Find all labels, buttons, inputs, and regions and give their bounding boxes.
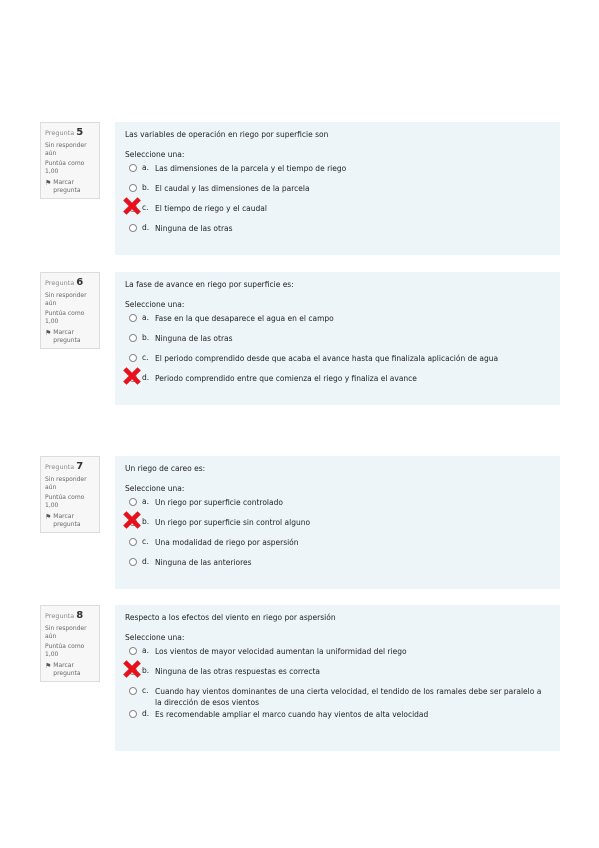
- cross-mark-icon: [121, 195, 143, 217]
- option-text: El tiempo de riego y el caudal: [155, 204, 267, 213]
- radio-button[interactable]: [129, 314, 137, 322]
- cross-mark-icon: [121, 365, 143, 387]
- question-label: Pregunta: [45, 463, 75, 471]
- option-b[interactable]: [129, 666, 550, 686]
- question-grade: Puntúa como 1,00: [45, 159, 85, 175]
- option-a[interactable]: [129, 313, 550, 333]
- flag-icon: ⚑: [45, 328, 52, 337]
- option-letter: c.: [142, 686, 149, 695]
- option-d[interactable]: [129, 557, 550, 577]
- radio-button[interactable]: [129, 164, 137, 172]
- option-letter: b.: [142, 183, 150, 192]
- option-text: El periodo comprendido desde que acaba el avance hasta que finalizala aplicación de agua: [155, 354, 499, 363]
- option-text: Un riego por superficie sin control alguno: [155, 518, 311, 527]
- option-letter: c.: [142, 203, 149, 212]
- radio-button[interactable]: [129, 558, 137, 566]
- question-number: 6: [76, 277, 84, 288]
- option-letter: d.: [142, 708, 150, 718]
- option-letter: b.: [142, 517, 150, 526]
- option-letter: c.: [142, 353, 149, 362]
- option-text: Ninguna de las otras respuestas es correcta: [155, 667, 320, 676]
- option-letter: a.: [142, 646, 149, 655]
- question-info: [40, 122, 100, 199]
- question-label: Pregunta: [45, 129, 75, 137]
- option-a[interactable]: [129, 646, 550, 666]
- option-b[interactable]: [129, 183, 550, 203]
- option-d[interactable]: [129, 709, 550, 729]
- option-letter: d.: [142, 373, 150, 382]
- answer-options: [125, 497, 550, 577]
- option-letter: a.: [142, 497, 149, 506]
- option-c[interactable]: [129, 353, 550, 373]
- option-letter: a.: [142, 313, 149, 322]
- option-letter: d.: [142, 223, 150, 232]
- option-a[interactable]: [129, 163, 550, 183]
- question-text: Las variables de operación en riego por superficie son: [125, 130, 329, 139]
- answer-options: [125, 163, 550, 243]
- flag-question-link[interactable]: [45, 179, 95, 195]
- question-text: La fase de avance en riego por superficie es:: [125, 280, 294, 289]
- question-content: [115, 122, 560, 255]
- option-b[interactable]: [129, 333, 550, 353]
- radio-button[interactable]: [129, 710, 137, 718]
- option-text: Ninguna de las otras: [155, 224, 233, 233]
- question-state: Sin responder aún: [45, 624, 87, 640]
- radio-button[interactable]: [129, 354, 137, 362]
- question-number: 5: [76, 127, 84, 138]
- option-text: Los vientos de mayor velocidad aumentan la uniformidad del riego: [155, 647, 407, 656]
- flag-label: Marcar pregunta: [53, 661, 81, 677]
- radio-button[interactable]: [129, 538, 137, 546]
- flag-label: Marcar pregunta: [53, 178, 81, 194]
- question-info: [40, 605, 100, 682]
- question-grade: Puntúa como 1,00: [45, 309, 85, 325]
- flag-label: Marcar pregunta: [53, 512, 81, 528]
- question-number: 8: [76, 610, 84, 621]
- flag-question-link[interactable]: [45, 513, 95, 529]
- question-number: 7: [76, 461, 84, 472]
- flag-question-link[interactable]: [45, 662, 95, 678]
- option-letter: a.: [142, 163, 149, 172]
- option-text: Un riego por superficie controlado: [155, 498, 283, 507]
- option-b[interactable]: [129, 517, 550, 537]
- flag-question-link[interactable]: [45, 329, 95, 345]
- radio-button[interactable]: [129, 224, 137, 232]
- question-content: [115, 456, 560, 589]
- question-state: Sin responder aún: [45, 475, 87, 491]
- option-a[interactable]: [129, 497, 550, 517]
- flag-label: Marcar pregunta: [53, 328, 81, 344]
- radio-button[interactable]: [129, 647, 137, 655]
- option-letter: c.: [142, 537, 149, 546]
- flag-icon: ⚑: [45, 512, 52, 521]
- cross-mark-icon: [121, 658, 143, 680]
- cross-mark-icon: [121, 509, 143, 531]
- option-c[interactable]: [129, 537, 550, 557]
- option-text: Fase en la que desaparece el agua en el campo: [155, 314, 334, 323]
- flag-icon: ⚑: [45, 178, 52, 187]
- question-grade: Puntúa como 1,00: [45, 493, 85, 509]
- option-d[interactable]: [129, 373, 550, 393]
- question-grade: Puntúa como 1,00: [45, 642, 85, 658]
- question-state: Sin responder aún: [45, 291, 87, 307]
- option-text: El caudal y las dimensiones de la parcela: [155, 184, 310, 193]
- option-text: Ninguna de las anteriores: [155, 558, 252, 567]
- option-text: Periodo comprendido entre que comienza el riego y finaliza el avance: [155, 374, 417, 383]
- question-state: Sin responder aún: [45, 141, 87, 157]
- option-c[interactable]: [129, 686, 550, 709]
- question-text: Un riego de careo es:: [125, 464, 206, 473]
- question-info: [40, 456, 100, 533]
- question-label: Pregunta: [45, 612, 75, 620]
- option-text: Ninguna de las otras: [155, 334, 233, 343]
- flag-icon: ⚑: [45, 661, 52, 670]
- question-label: Pregunta: [45, 279, 75, 287]
- answer-prompt: Seleccione una:: [125, 484, 185, 493]
- answer-options: [125, 313, 550, 393]
- radio-button[interactable]: [129, 498, 137, 506]
- question-info: [40, 272, 100, 349]
- option-text: Las dimensiones de la parcela y el tiempo de riego: [155, 164, 347, 173]
- option-letter: d.: [142, 557, 150, 566]
- answer-prompt: Seleccione una:: [125, 150, 185, 159]
- radio-button[interactable]: [129, 687, 137, 695]
- answer-prompt: Seleccione una:: [125, 633, 185, 642]
- answer-prompt: Seleccione una:: [125, 300, 185, 309]
- option-text: Es recomendable ampliar el marco cuando hay vientos de alta velocidad: [155, 709, 429, 719]
- option-text: Cuando hay vientos dominantes de una cierta velocidad, el tendido de los ramales debe ser paralelo a la dirección de esos vientos: [155, 687, 542, 708]
- answer-options: [125, 646, 550, 729]
- option-d[interactable]: [129, 223, 550, 243]
- option-c[interactable]: [129, 203, 550, 223]
- question-content: [115, 272, 560, 405]
- radio-button[interactable]: [129, 334, 137, 342]
- question-content: [115, 605, 560, 751]
- option-letter: b.: [142, 333, 150, 342]
- question-text: Respecto a los efectos del viento en riego por aspersión: [125, 613, 336, 622]
- option-text: Una modalidad de riego por aspersión: [155, 538, 299, 547]
- radio-button[interactable]: [129, 184, 137, 192]
- option-letter: b.: [142, 666, 150, 675]
